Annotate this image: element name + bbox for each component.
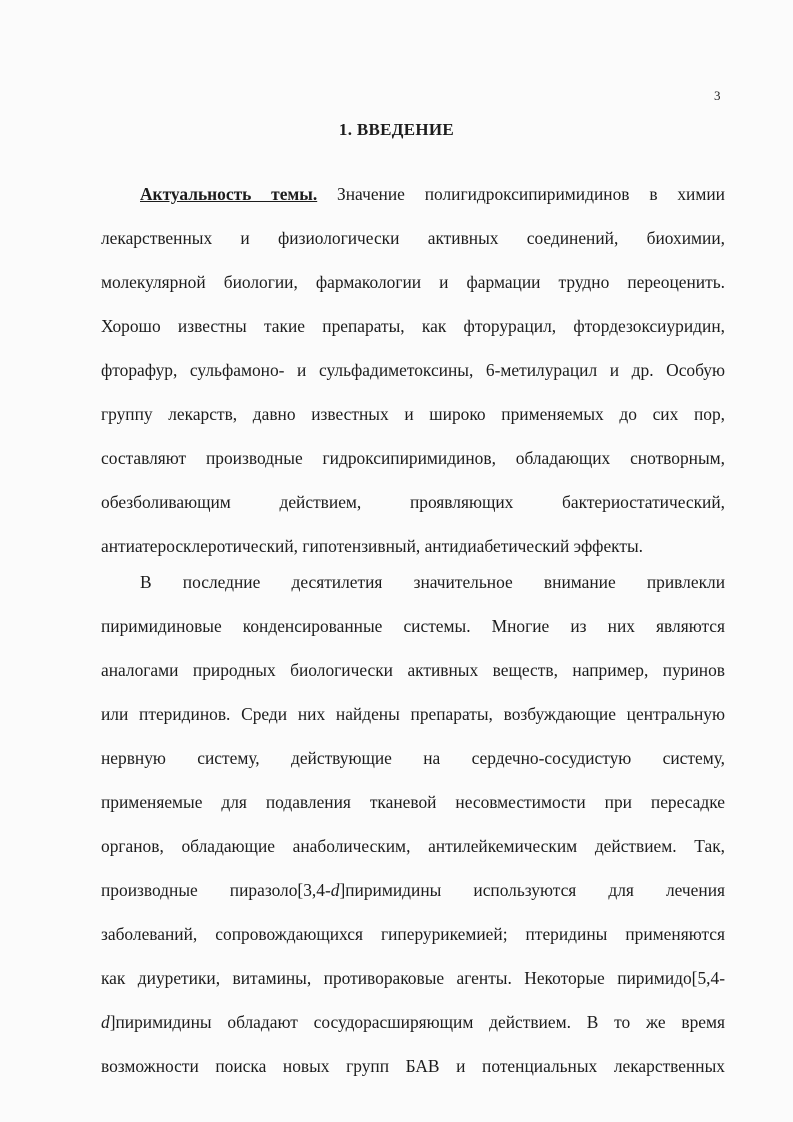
- paragraph-line: [101, 1012, 725, 1056]
- paragraph-line: обезболивающим действием, проявляющих бактериостатический,: [101, 492, 725, 512]
- line-text: Значение полигидроксипиримидинов в химии: [317, 184, 725, 204]
- paragraph-line: или птеридинов. Среди них найдены препараты, возбуждающие центральную: [101, 704, 725, 724]
- line-text: ]пиримидины обладают сосудорасширяющим действием. В то же время: [109, 1012, 725, 1032]
- paragraph-relevance: [101, 184, 725, 580]
- paragraph-line: молекулярной биологии, фармакологии и фармации трудно переоценить.: [101, 272, 725, 292]
- paragraph-condensed-systems: [101, 572, 725, 1100]
- italic-letter: d: [330, 880, 340, 900]
- section-heading: 1. ВВЕДЕНИЕ: [338, 120, 455, 139]
- paragraph-line: [101, 184, 725, 228]
- paragraph-line: органов, обладающие анаболическим, антилейкемическим действием. Так,: [101, 836, 725, 856]
- paragraph-line: как диуретики, витамины, противораковые агенты. Некоторые пиримидо[5,4-: [101, 968, 725, 988]
- line-text: ]пиримидины используются для лечения: [339, 880, 725, 900]
- paragraph-line: В последние десятилетия значительное внимание привлекли: [140, 572, 725, 592]
- paragraph-line: возможности поиска новых групп БАВ и потенциальных лекарственных: [101, 1056, 725, 1076]
- paragraph-line: пиримидиновые конденсированные системы. Многие из них являются: [101, 616, 725, 636]
- paragraph-line: применяемые для подавления тканевой несовместимости при пересадке: [101, 792, 725, 812]
- paragraph-line: группу лекарств, давно известных и широко применяемых до сих пор,: [101, 404, 725, 424]
- paragraph-line: Хорошо известны такие препараты, как фторурацил, фтордезоксиуридин,: [101, 316, 725, 336]
- italic-letter: d: [101, 1012, 110, 1032]
- line-text: производные пиразоло[3,4-: [101, 880, 331, 900]
- paragraph-line: составляют производные гидроксипиримидинов, обладающих снотворным,: [101, 448, 725, 468]
- paragraph-line: фторафур, сульфамоно- и сульфадиметоксины, 6-метилурацил и др. Особую: [101, 360, 725, 380]
- paragraph-line: заболеваний, сопровождающихся гиперурикемией; птеридины применяются: [101, 924, 725, 944]
- paragraph-line: [101, 880, 725, 924]
- lead-term: Актуальность темы.: [140, 184, 318, 204]
- paragraph-line: антиатеросклеротический, гипотензивный, антидиабетический эффекты.: [101, 536, 644, 556]
- paragraph-line: нервную систему, действующие на сердечно-сосудистую систему,: [101, 748, 725, 768]
- paragraph-line: аналогами природных биологически активных веществ, например, пуринов: [101, 660, 725, 680]
- paragraph-line: лекарственных и физиологически активных соединений, биохимии,: [101, 228, 725, 248]
- page-number: 3: [714, 88, 721, 103]
